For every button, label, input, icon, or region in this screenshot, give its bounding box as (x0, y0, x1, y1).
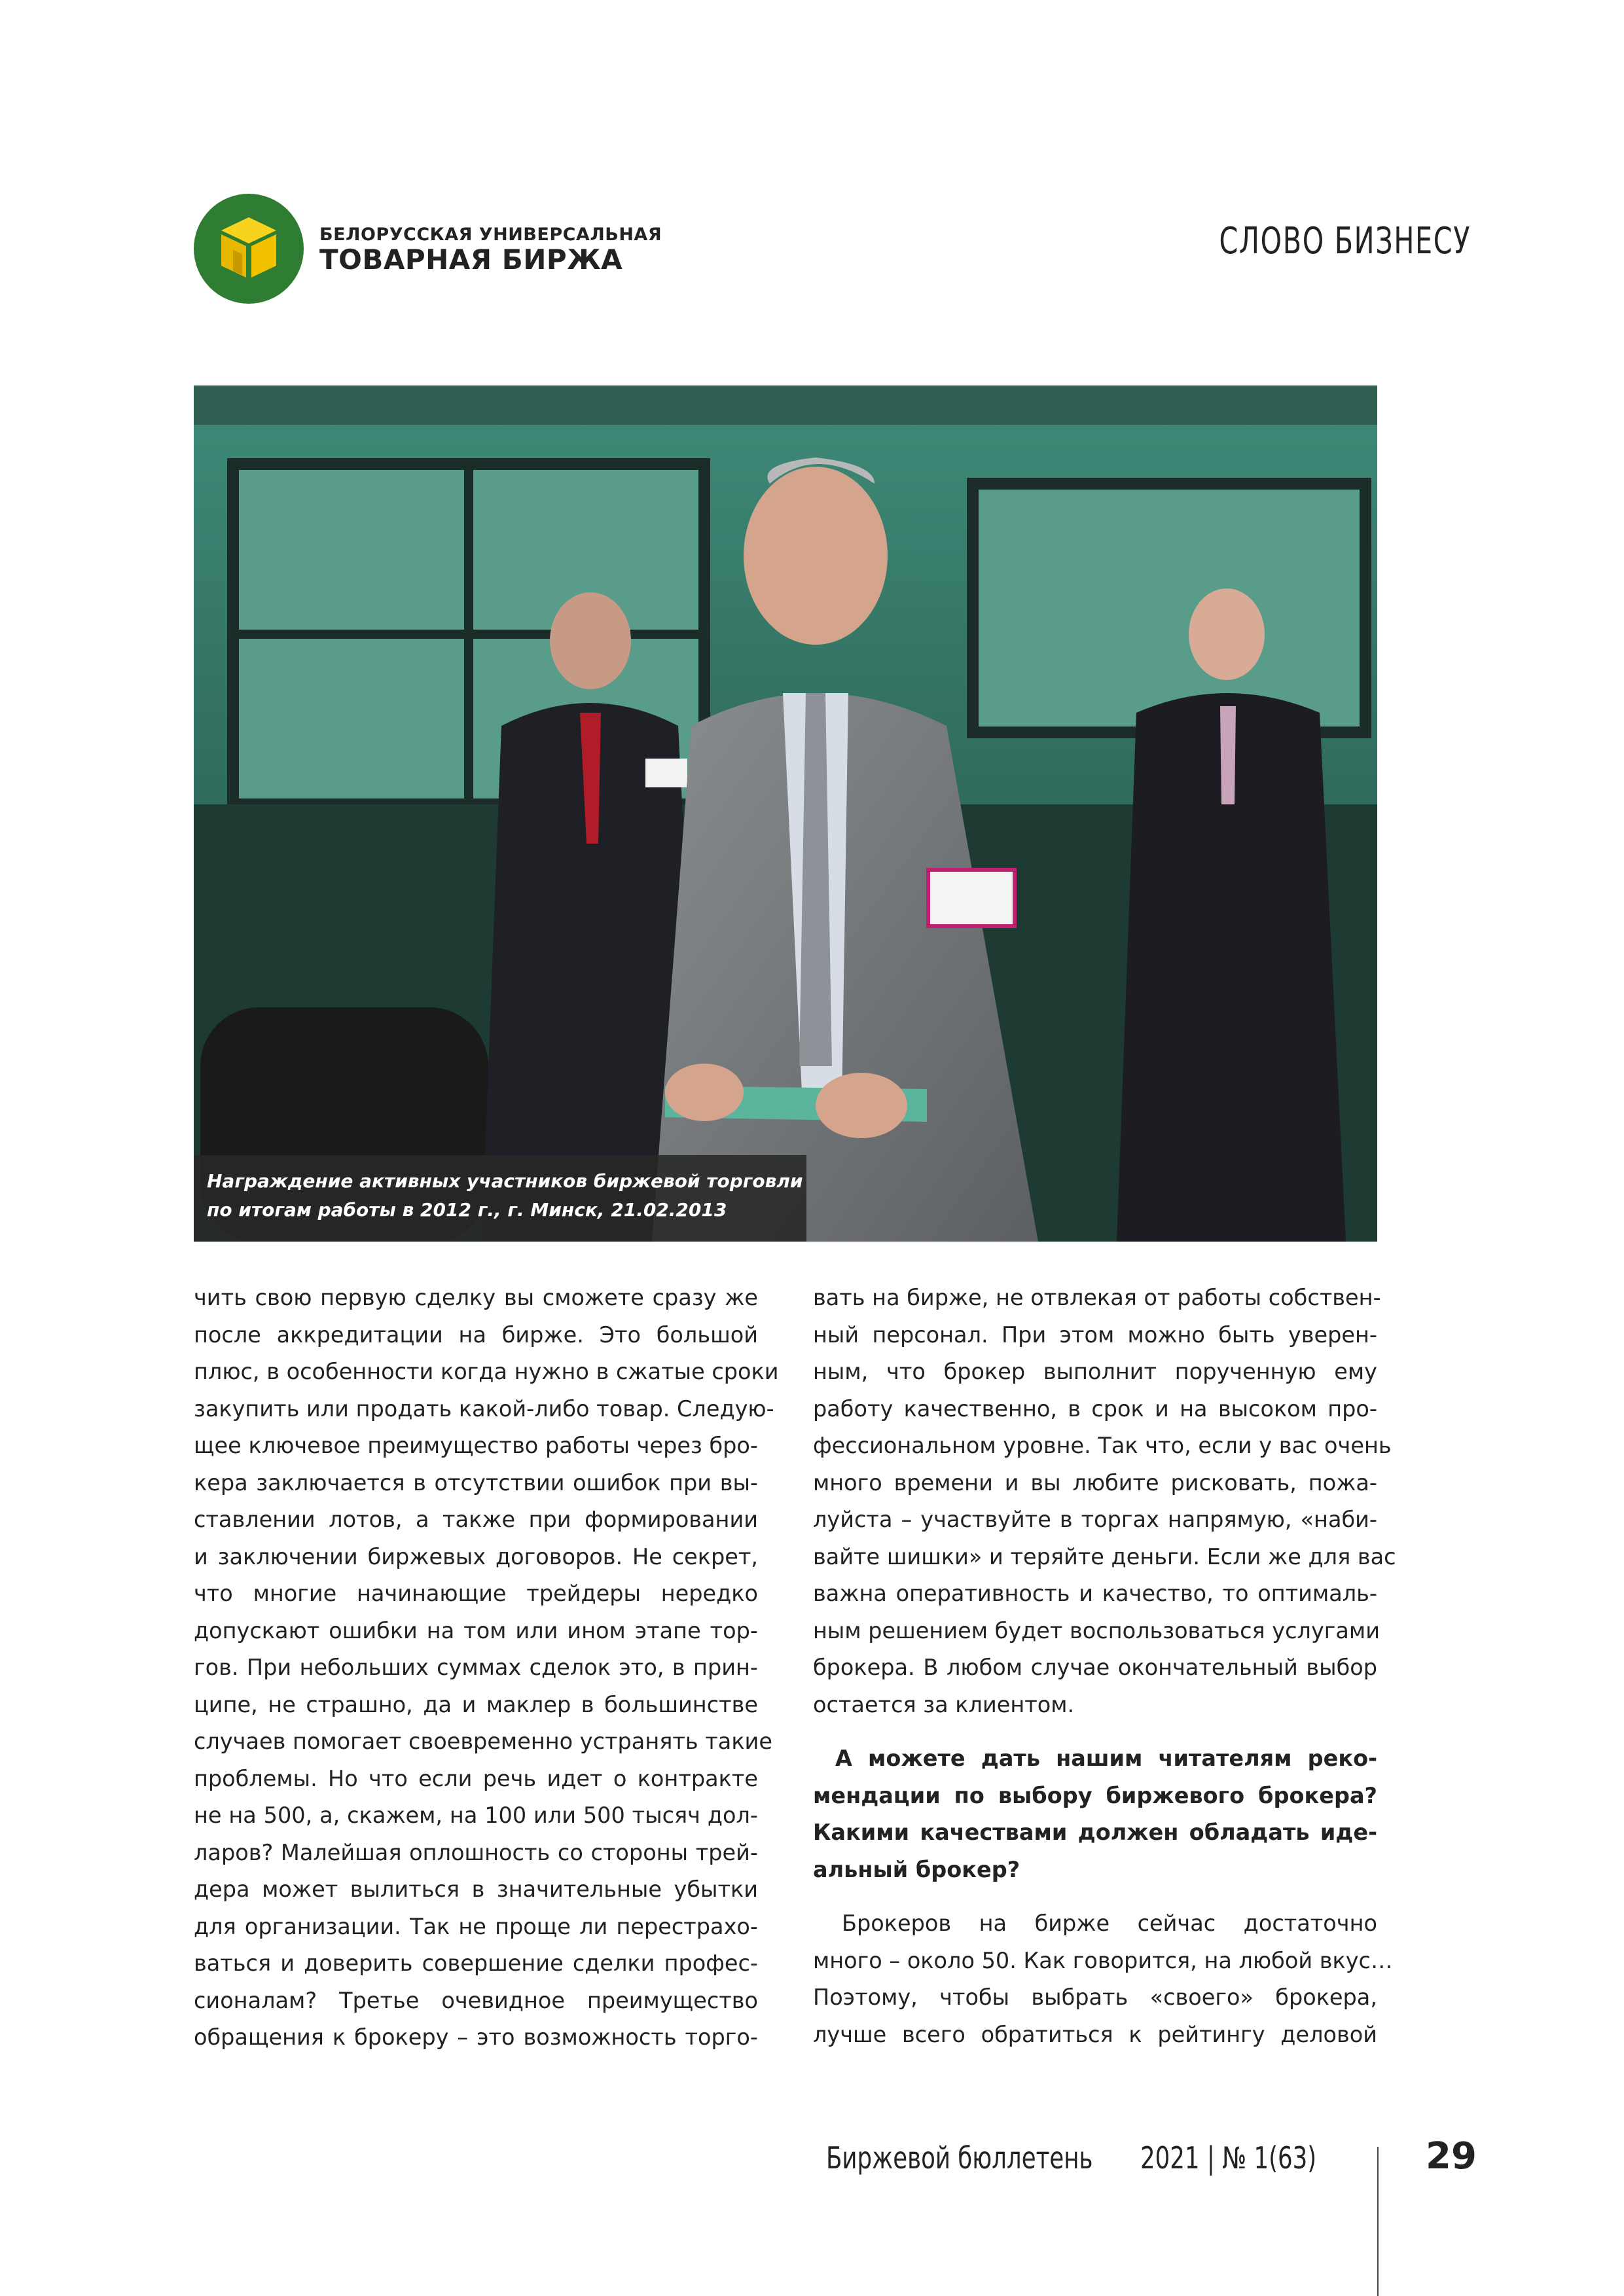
text-line: ставлении лотов, а также при формировании (194, 1507, 758, 1532)
award-ceremony-photo (194, 386, 1377, 1242)
text-line: проблемы. Но что если речь идет о контракте (194, 1765, 758, 1791)
text-line: важна оперативность и качество, то оптималь- (813, 1581, 1377, 1606)
text-line: работу качественно, в срок и на высоком про- (813, 1395, 1377, 1422)
text-line: Поэтому, чтобы выбрать «своего» брокера, (813, 1984, 1377, 2010)
text-line: ларов? Малейшая оплошность со стороны трей- (194, 1839, 758, 1865)
text-line: для организации. Так не проще ли перестрахо- (194, 1913, 758, 1939)
text-line: закупить или продать какой-либо товар. Следую- (194, 1395, 774, 1422)
exchange-name-line1: БЕЛОРУССКАЯ УНИВЕРСАЛЬНАЯ (319, 224, 662, 245)
exchange-name (319, 225, 662, 275)
caption-box (194, 1155, 806, 1242)
question-line: Какими качествами должен обладать иде- (813, 1820, 1377, 1845)
text-line: сионалам? Третье очевидное преимущество (194, 1987, 758, 2013)
text-line: после аккредитации на бирже. Это большой (194, 1321, 758, 1348)
article-photo (194, 386, 1377, 1242)
text-line: не на 500, а, скажем, на 100 или 500 тысяч дол- (194, 1803, 758, 1828)
text-line: Брокеров на бирже сейчас достаточно (842, 1910, 1377, 1936)
question-line: мендации по выбору биржевого брокера? (813, 1782, 1377, 1808)
text-line: вайте шишки» и теряйте деньги. Если же для вас (813, 1543, 1396, 1570)
text-line: гов. При небольших суммах сделок это, в прин- (194, 1655, 758, 1680)
interview-question-cont (813, 1778, 1377, 1889)
text-line: луйста – участвуйте в торгах напрямую, «наби- (813, 1507, 1377, 1532)
section-title: СЛОВО БИЗНЕСУ (1219, 220, 1471, 262)
text-line: остается за клиентом. (813, 1691, 1075, 1717)
journal-title: Биржевой бюллетень (826, 2140, 1093, 2176)
text-line: ным решением будет воспользоваться услугами (813, 1617, 1380, 1643)
caption-line: по итогам работы в 2012 г., г. Минск, 21.02.2013 (207, 1199, 727, 1221)
text-line: ципе, не страшно, да и маклер в большинстве (194, 1691, 758, 1717)
text-line: щее ключевое преимущество работы через бро- (194, 1433, 758, 1458)
interview-question (813, 1740, 1377, 1778)
text-line: ный персонал. При этом можно быть уверен- (813, 1321, 1377, 1348)
text-line: обращения к брокеру – это возможность торго- (194, 2024, 758, 2050)
text-line: ным, что брокер выполнит порученную ему (813, 1359, 1377, 1384)
exchange-name-line2: ТОВАРНАЯ БИРЖА (319, 243, 623, 276)
text-line: допускают ошибки на том или ином этапе тор- (194, 1617, 758, 1643)
issue-number: 2021 | № 1(63) (1140, 2140, 1317, 2176)
text-line: брокера. В любом случае окончательный выбор (813, 1655, 1377, 1680)
right-paragraph-1 (813, 1280, 1396, 1723)
text-line: много – около 50. Как говорится, на любой вкус… (813, 1947, 1393, 1973)
left-column (194, 1280, 779, 2056)
text-line: и заключении биржевых договоров. Не секрет, (194, 1543, 758, 1570)
text-line: чить свою первую сделку вы сможете сразу же (194, 1285, 758, 1310)
exchange-logo (194, 194, 304, 304)
text-line: кера заключается в отсутствии ошибок при вы- (194, 1469, 758, 1496)
text-line: много времени и вы любите рисковать, пожа- (813, 1469, 1377, 1496)
caption-line: Награждение активных участников биржевой торговли (207, 1170, 803, 1192)
text-line: вать на бирже, не отвлекая от работы собствен- (813, 1285, 1381, 1310)
right-paragraph-2 (813, 1905, 1393, 2053)
text-line: ваться и доверить совершение сделки профес- (194, 1950, 758, 1976)
text-line: случаев помогает своевременно устранять такие (194, 1729, 772, 1754)
text-line: лучше всего обратиться к рейтингу деловой (813, 2021, 1377, 2047)
photo-caption (207, 1167, 803, 1225)
text-line: дера может вылиться в значительные убытки (194, 1876, 758, 1902)
text-line: плюс, в особенности когда нужно в сжатые сроки (194, 1359, 779, 1384)
text-line: что многие начинающие трейдеры нередко (194, 1581, 758, 1606)
left-paragraph (194, 1280, 779, 2056)
cube-logo-icon (194, 194, 304, 304)
right-column (813, 1280, 1396, 2053)
question-line: А можете дать нашим читателям реко- (835, 1746, 1377, 1771)
page-number: 29 (1426, 2135, 1477, 2178)
text-line: фессиональном уровне. Так что, если у вас очень (813, 1433, 1392, 1458)
question-line: альный брокер? (813, 1856, 1020, 1882)
footer-divider (1377, 2147, 1379, 2296)
